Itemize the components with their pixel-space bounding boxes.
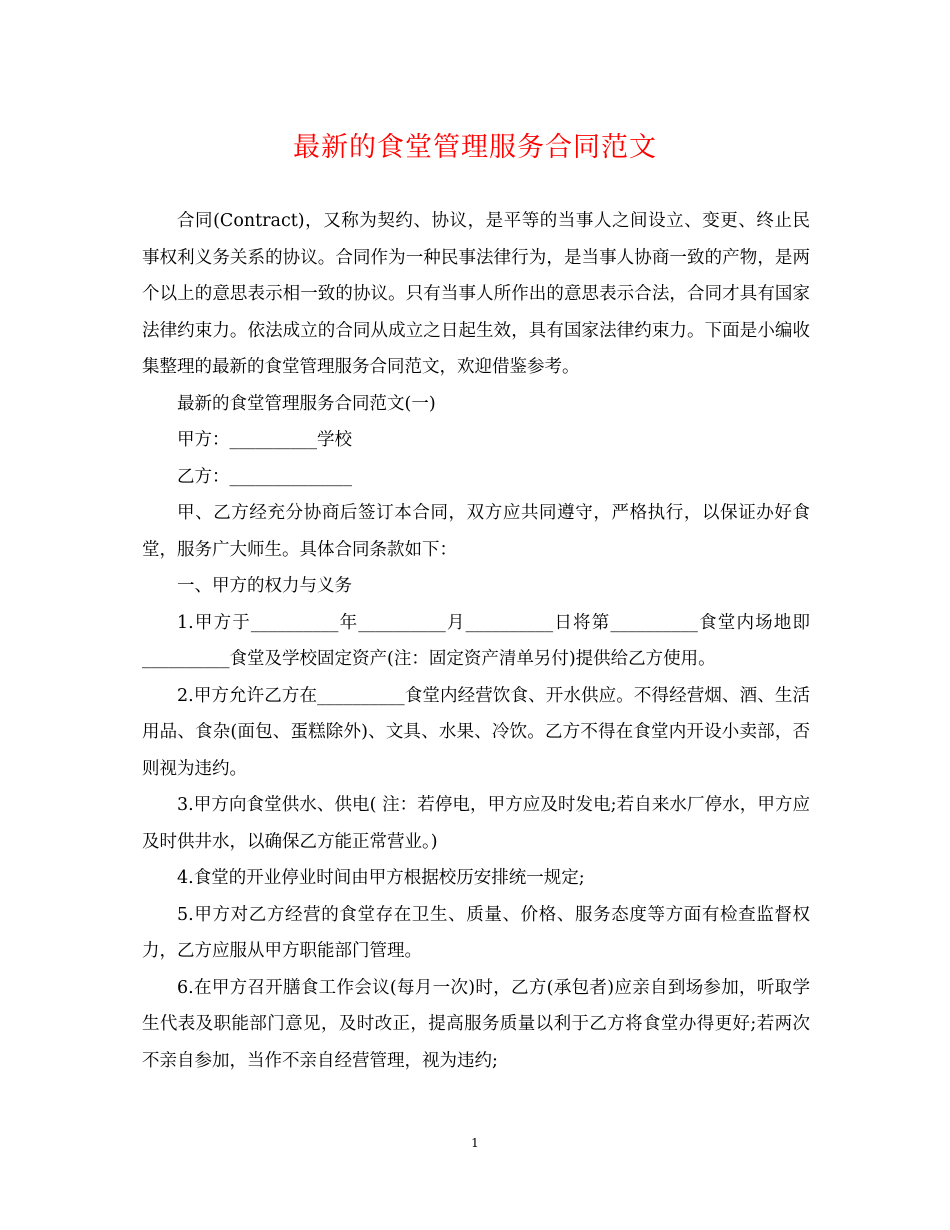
document-body <box>142 203 810 1079</box>
party-b-line: 乙方：______________ <box>177 466 352 487</box>
clause-item: 2.甲方允许乙方在__________食堂内经营饮食、开水供应。不得经营烟、酒、生活用品、食杂(面包、蛋糕除外)、文具、水果、冷饮。乙方不得在食堂内开设小卖部，否则视为违约。 <box>142 685 810 779</box>
clause-item: 1.甲方于__________年__________月__________日将第__________食堂内场地即__________食堂及学校固定资产(注：固定资产清单另付)提供给乙方使用。 <box>142 612 810 669</box>
agreement-paragraph: 甲、乙方经充分协商后签订本合同，双方应共同遵守，严格执行，以保证办好食堂，服务广大师生。具体合同条款如下： <box>142 503 810 560</box>
section-heading: 最新的食堂管理服务合同范文(一) <box>177 393 436 414</box>
clause-item: 6.在甲方召开膳食工作会议(每月一次)时，乙方(承包者)应亲自到场参加，听取学生代表及职能部门意见，及时改正，提高服务质量以利于乙方将食堂办得更好;若两次不亲自参加，当作不亲自经营管理，视为违约; <box>142 977 810 1071</box>
intro-paragraph: 合同(Contract)，又称为契约、协议，是平等的当事人之间设立、变更、终止民事权利义务关系的协议。合同作为一种民事法律行为，是当事人协商一致的产物，是两个以上的意思表示相一致的协议。只有当事人所作出的意思表示合法，合同才具有国家法律约束力。依法成立的合同从成立之日起生效，具有国家法律约束力。下面是小编收集整理的最新的食堂管理服务合同范文，欢迎借鉴参考。 <box>142 211 810 377</box>
party-a-line: 甲方：__________学校 <box>177 430 352 450</box>
clause-item: 3.甲方向食堂供水、供电( 注：若停电，甲方应及时发电;若自来水厂停水，甲方应及时供井水，以确保乙方能正常营业。) <box>142 795 810 852</box>
clause-item: 5.甲方对乙方经营的食堂存在卫生、质量、价格、服务态度等方面有检查监督权力，乙方应服从甲方职能部门管理。 <box>142 904 810 961</box>
clause-item: 4.食堂的开业停业时间由甲方根据校历安排统一规定; <box>177 868 585 888</box>
document-title: 最新的食堂管理服务合同范文 <box>293 132 657 163</box>
clause-heading: 一、甲方的权力与义务 <box>177 576 352 596</box>
page-number: 1 <box>471 1136 479 1150</box>
